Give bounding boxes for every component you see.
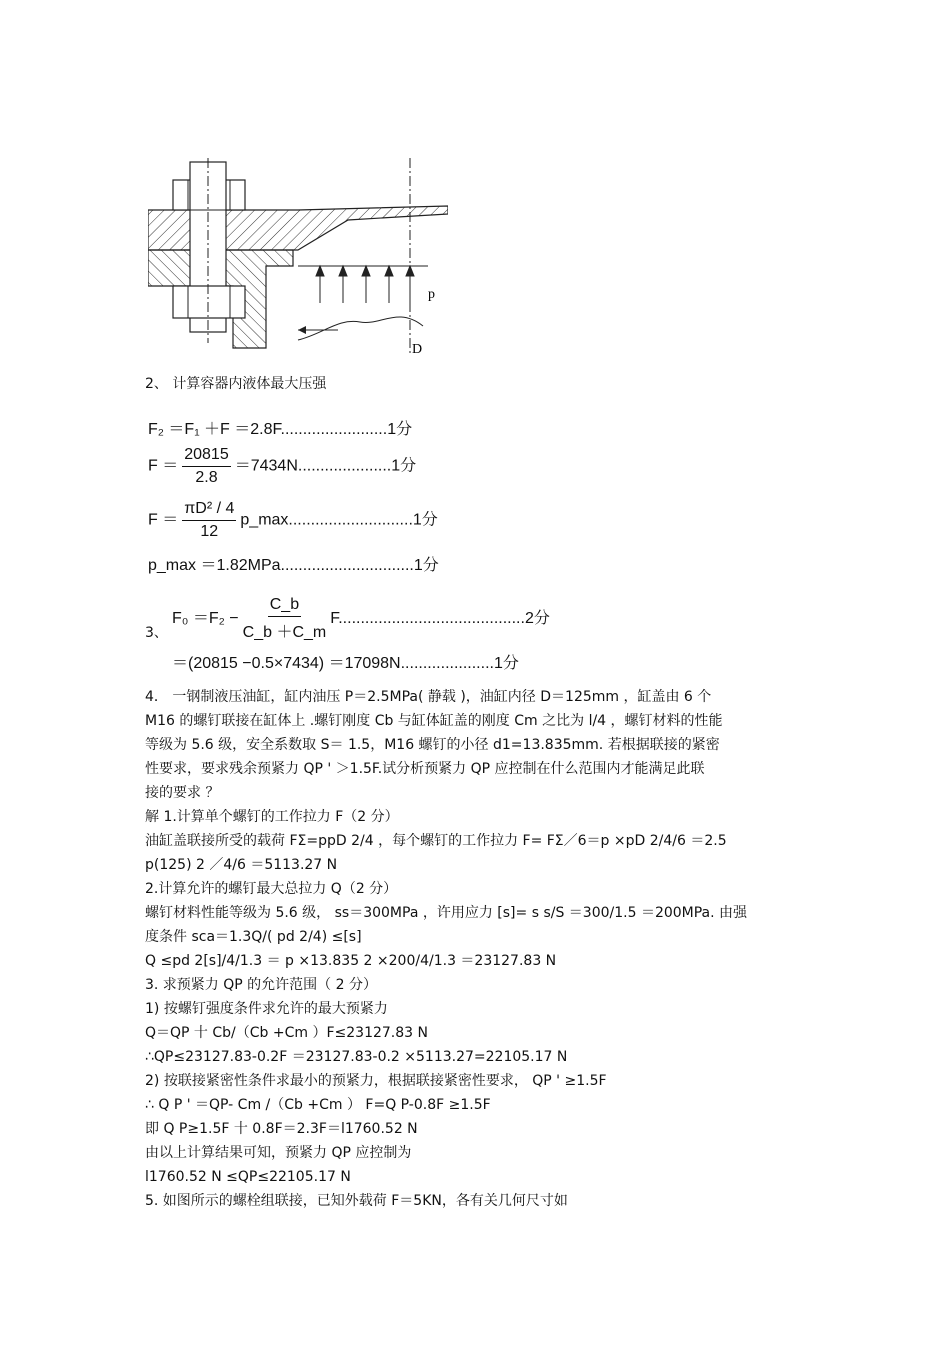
equation-rhs: F..........................................2分 (330, 610, 550, 628)
text-line: 等级为 5.6 级，安全系数取 S＝ 1.5，M16 螺钉的小径 d1=13.835mm. 若根据联接的紧密 (145, 737, 720, 753)
text-line: 接的要求 ？ (145, 785, 220, 801)
text-line: M16 的螺钉联接在缸体上 .螺钉刚度 Cb 与缸体缸盖的刚度 Cm 之比为 l/4 ，螺钉材料的性能 (145, 713, 723, 729)
text-line: 4． 一钢制液压油缸，缸内油压 P＝2.5MPa( 静载 )，油缸内径 D＝125mm ，缸盖由 6 个 (145, 689, 712, 705)
equation-rhs: p_max............................1分 (240, 511, 438, 529)
fraction (243, 596, 327, 642)
text-line: 性要求，要求残余预紧力 QP ' ＞1.5F.试分析预紧力 QP 应控制在什么范围内才能满足此联 (145, 761, 705, 777)
text-line: 1) 按螺钉强度条件求允许的最大预紧力 (145, 1001, 388, 1017)
fraction (182, 446, 231, 487)
equation-lhs: F₀ ＝F₂ − (172, 610, 239, 628)
text-line: 2) 按联接紧密性条件求最小的预紧力，根据联接紧密性要求， QP ' ≥1.5F (145, 1073, 607, 1089)
equation-f-rhs: ＝7434N.....................1分 (234, 457, 417, 475)
text-line: p(125) 2 ／4/6 ＝5113.27 N (145, 857, 338, 873)
equation-f2: F₂ ＝F₁ ＋F ＝2.8F........................1分 (148, 421, 413, 438)
text-line: ∴ Q P ' ＝QP- Cm /（Cb +Cm ） F=Q P-0.8F ≥1.5F (145, 1097, 491, 1113)
text-line: 由以上计算结果可知，预紧力 QP 应控制为 (145, 1145, 412, 1161)
text-line: l1760.52 N ≤QP≤22105.17 N (145, 1169, 351, 1185)
text-line: 解 1.计算单个螺钉的工作拉力 F（2 分） (145, 809, 399, 825)
equation-f-lhs: F ＝ (148, 457, 179, 475)
fraction-denominator: 2.8 (195, 469, 218, 486)
text-line: Q ≤pd 2[s]/4/1.3 ＝ p ×13.835 2 ×200/4/1.3 ＝23127.83 N (145, 953, 557, 969)
text-line: 3. 求预紧力 QP 的允许范围（ 2 分） (145, 977, 377, 993)
bolted-joint-figure (148, 158, 448, 358)
pressure-label: p (428, 287, 435, 302)
fraction-numerator: 20815 (182, 446, 231, 467)
text-line: 即 Q P≥1.5F 十 0.8F＝2.3F＝l1760.52 N (145, 1121, 418, 1137)
text-line: 2.计算允许的螺钉最大总拉力 Q（2 分） (145, 881, 398, 897)
equation-f0-result: ＝(20815 −0.5×7434) ＝17098N.....................1分 (172, 655, 519, 672)
equation-lhs: F ＝ (148, 511, 179, 529)
text-line: ∴QP≤23127.83-0.2F ＝23127.83-0.2 ×5113.27=22105.17 N (145, 1049, 568, 1065)
fraction-numerator: C_b (268, 596, 301, 617)
equation-f-pressure (148, 500, 438, 541)
equation-f0 (172, 596, 550, 642)
text-line: 油缸盖联接所受的载荷 FΣ=ppD 2/4 ，每个螺钉的工作拉力 F= FΣ／6＝p ×pD 2/4/6 ＝2.5 (145, 833, 727, 849)
text-line: 5. 如图所示的螺栓组联接，已知外载荷 F＝5KN，各有关几何尺寸如 (145, 1193, 568, 1209)
text-line: Q＝QP 十 Cb/（Cb +Cm ）F≤23127.83 N (145, 1025, 428, 1041)
equation-f (148, 446, 416, 487)
fraction-denominator: 12 (200, 523, 219, 540)
fraction (182, 500, 236, 541)
fraction-denominator: C_b ＋C_m (242, 624, 327, 641)
fraction-numerator: πD² / 4 (182, 500, 236, 521)
text-line: 螺钉材料性能等级为 5.6 级， ss＝300MPa ，许用应力 [s]= s s/S ＝300/1.5 ＝200MPa. 由强 (145, 905, 748, 921)
section-2-heading: 2、 计算容器内液体最大压强 (145, 376, 327, 392)
diameter-label: D (412, 342, 423, 357)
text-line: 度条件 sca＝1.3Q/( pd 2/4) ≤[s] (145, 929, 362, 945)
section-3-label: 3、 (145, 625, 168, 641)
equation-pmax: p_max ＝1.82MPa..............................1分 (148, 557, 439, 574)
